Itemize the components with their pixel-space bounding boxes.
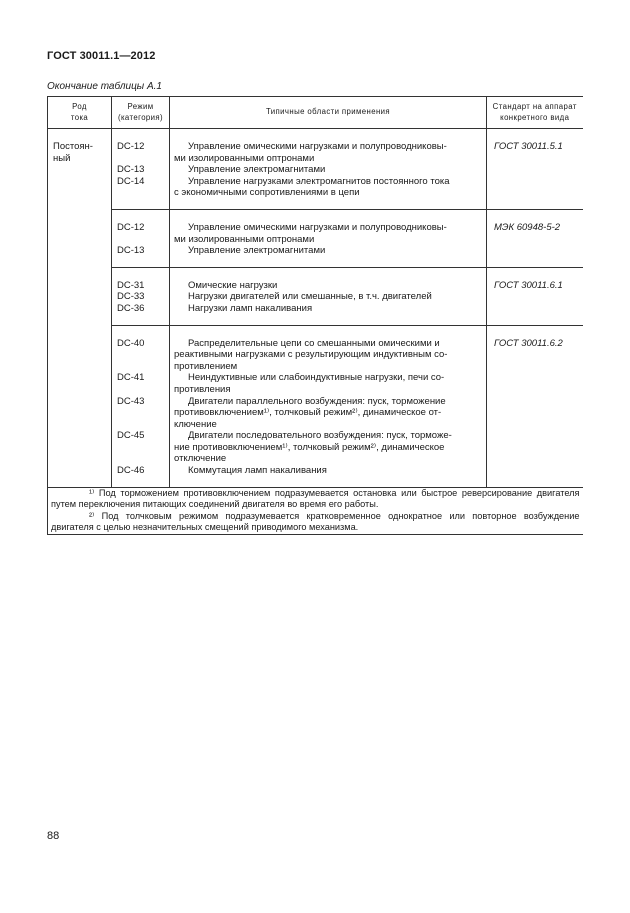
standard-cell bbox=[487, 209, 583, 267]
application-text: Двигатели последовательного возбуждения: пуск, торможе- bbox=[188, 430, 452, 442]
application-text: ключение bbox=[174, 418, 217, 430]
category-code bbox=[117, 407, 166, 419]
table-row bbox=[48, 267, 583, 325]
category-code bbox=[117, 234, 166, 246]
category-code bbox=[117, 384, 166, 396]
application-cell bbox=[170, 267, 487, 325]
table-header-row bbox=[48, 97, 583, 129]
application-cell bbox=[170, 209, 487, 267]
application-text: Нагрузки двигателей или смешанные, в т.ч. двигателей bbox=[188, 291, 432, 303]
table-caption: Окончание таблицы А.1 bbox=[47, 81, 162, 92]
header-category-line: Режим bbox=[127, 102, 154, 112]
header-category-line: (категория) bbox=[117, 112, 164, 122]
category-code bbox=[117, 419, 166, 431]
document-header: ГОСТ 30011.1—2012 bbox=[47, 50, 156, 62]
category-code bbox=[117, 453, 166, 465]
application-table bbox=[47, 96, 583, 535]
header-application: Типичные области применения bbox=[170, 97, 487, 129]
category-code: DC-33 bbox=[117, 291, 145, 303]
category-code bbox=[117, 349, 166, 361]
category-code bbox=[117, 361, 166, 373]
category-code: DC-13 bbox=[117, 245, 145, 257]
application-text: с экономичными сопротивлениями в цепи bbox=[174, 187, 360, 199]
standard-reference: МЭК 60948-5-2 bbox=[494, 221, 561, 233]
standard-reference: ГОСТ 30011.6.2 bbox=[494, 337, 563, 349]
application-text: ми изолированными оптронами bbox=[174, 233, 315, 245]
application-text: Распределительные цепи со смешанными омическими и bbox=[188, 337, 440, 349]
current-type-text: Постоян- bbox=[53, 141, 93, 152]
application-cell bbox=[170, 325, 487, 487]
application-text: Коммутация ламп накаливания bbox=[188, 465, 327, 477]
application-text: противлением bbox=[174, 360, 238, 372]
application-text: реактивными нагрузками с результирующим индуктивным со- bbox=[174, 349, 448, 361]
current-type-cell bbox=[48, 129, 112, 488]
footnotes-cell bbox=[48, 487, 583, 534]
table-row bbox=[48, 325, 583, 487]
current-type-text: ный bbox=[53, 152, 71, 164]
category-code: DC-14 bbox=[117, 175, 145, 187]
page-number: 88 bbox=[47, 830, 60, 842]
standard-cell bbox=[487, 129, 583, 210]
header-current-type-line: тока bbox=[70, 112, 89, 122]
footnotes-row bbox=[48, 487, 583, 534]
standard-reference: ГОСТ 30011.5.1 bbox=[494, 141, 563, 152]
category-code: DC-36 bbox=[117, 302, 145, 314]
header-standard-line: Стандарт на аппарат bbox=[492, 102, 577, 112]
table-row bbox=[48, 129, 583, 210]
application-cell bbox=[170, 129, 487, 210]
application-text: противовключением¹⁾, толчковый режим²⁾, динамическое от- bbox=[174, 407, 442, 419]
category-code: DC-40 bbox=[117, 337, 145, 349]
category-code: DC-41 bbox=[117, 372, 145, 384]
category-code: DC-43 bbox=[117, 395, 145, 407]
category-code bbox=[117, 153, 166, 165]
header-current-type bbox=[48, 97, 112, 129]
application-text: Двигатели параллельного возбуждения: пуск, торможение bbox=[188, 395, 446, 407]
category-code: DC-46 bbox=[117, 465, 145, 477]
application-text: Управление омическими нагрузками и полупроводниковы- bbox=[188, 141, 447, 152]
standard-reference: ГОСТ 30011.6.1 bbox=[494, 279, 563, 291]
application-text: Омические нагрузки bbox=[188, 279, 278, 291]
category-cell bbox=[112, 267, 170, 325]
category-code bbox=[117, 442, 166, 454]
application-text: Управление электромагнитами bbox=[188, 245, 326, 257]
application-text: противления bbox=[174, 383, 231, 395]
application-text: ние противовключением¹⁾, толчковый режим²⁾, динамическое bbox=[174, 441, 445, 453]
standard-cell bbox=[487, 267, 583, 325]
category-code: DC-31 bbox=[117, 279, 145, 291]
category-code: DC-12 bbox=[117, 221, 145, 233]
category-cell bbox=[112, 325, 170, 487]
standard-cell bbox=[487, 325, 583, 487]
application-text: Управление электромагнитами bbox=[188, 164, 326, 176]
application-text: Управление нагрузками электромагнитов постоянного тока bbox=[188, 175, 450, 187]
category-code: DC-45 bbox=[117, 430, 145, 442]
footnote: ¹⁾ Под торможением противовключением подразумевается остановка или быстрое реверсирование двигателя путем переключения питающих соединений двигателя во время его работы. bbox=[51, 487, 580, 510]
category-cell bbox=[112, 209, 170, 267]
application-text: Неиндуктивные или слабоиндуктивные нагрузки, печи со- bbox=[188, 372, 445, 384]
footnote: ²⁾ Под толчковым режимом подразумевается кратковременное однократное или повторное возбуждение двигателя с целью незначительных смещений приводимого механизма. bbox=[51, 510, 580, 533]
category-code: DC-12 bbox=[117, 141, 145, 152]
table-row bbox=[48, 209, 583, 267]
category-code: DC-13 bbox=[117, 164, 145, 176]
application-text: отключение bbox=[174, 453, 227, 465]
application-text: Нагрузки ламп накаливания bbox=[188, 302, 313, 314]
application-text: ми изолированными оптронами bbox=[174, 152, 315, 164]
header-current-type-line: Род bbox=[72, 102, 87, 112]
header-standard-line: конкретного вида bbox=[500, 112, 570, 122]
header-standard bbox=[487, 97, 583, 129]
application-text: Управление омическими нагрузками и полупроводниковы- bbox=[188, 221, 447, 233]
category-cell bbox=[112, 129, 170, 210]
header-category bbox=[112, 97, 170, 129]
